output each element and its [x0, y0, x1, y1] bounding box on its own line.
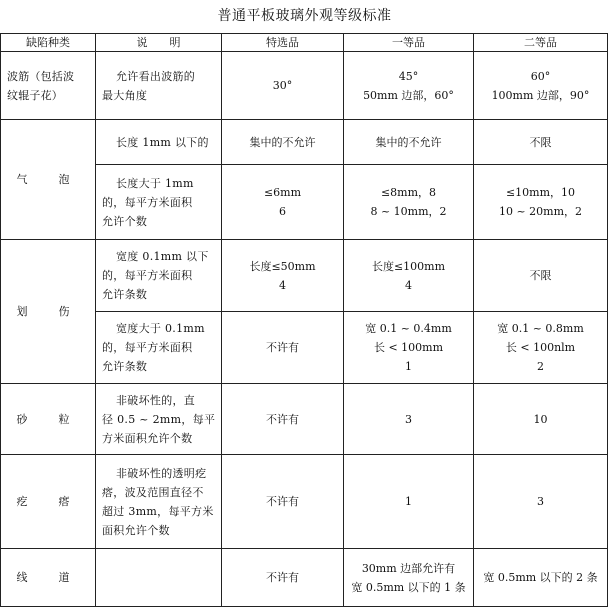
table-row — [1, 52, 608, 120]
defect-label-line: 纹辊子花） — [7, 88, 63, 102]
table-header-row — [1, 34, 608, 52]
value-line: 4 — [405, 278, 412, 292]
table-row — [1, 549, 608, 607]
value-line: 宽 0.1 ~ 0.4mm — [365, 322, 452, 335]
description-cell — [96, 384, 222, 455]
special-grade-cell — [222, 240, 344, 312]
table-row — [1, 384, 608, 455]
table-row — [1, 240, 608, 312]
description-line: 非破坏性的透明疙 — [116, 466, 207, 480]
description-line: 的，每平方米面积 — [102, 195, 193, 209]
second-grade-cell — [474, 165, 608, 240]
description-line: 的，每平方米面积 — [102, 341, 193, 354]
description-cell — [96, 52, 222, 120]
defect-wave-cell — [1, 52, 96, 120]
special-grade-cell: 不许有 — [222, 384, 344, 455]
value-line: 6 — [279, 205, 286, 218]
value-line: 100mm 边部，90° — [491, 88, 590, 102]
second-grade-cell: 3 — [474, 455, 608, 549]
value-line: ≤10mm，10 — [505, 186, 576, 199]
description-cell — [96, 455, 222, 549]
description-line: 非破坏性的，直 — [116, 393, 196, 407]
special-grade-cell — [222, 165, 344, 240]
value-line: 长度≤50mm — [249, 259, 316, 273]
special-grade-cell: 不许有 — [222, 312, 344, 384]
first-grade-cell — [344, 52, 474, 120]
value-line: 8 ~ 10mm，2 — [370, 205, 447, 218]
first-grade-cell — [344, 240, 474, 312]
value-line: 宽 0.1 ~ 0.8mm — [497, 322, 584, 335]
description-line: 长度大于 1mm — [116, 176, 194, 190]
header-second-grade: 二等品 — [474, 34, 608, 52]
description-line: 的，每平方米面积 — [102, 269, 193, 282]
description-cell — [96, 240, 222, 312]
defect-grit-cell: 砂 粒 — [1, 384, 96, 455]
second-grade-cell — [474, 312, 608, 384]
description-line: 超过 3mm，每平方米 — [102, 504, 214, 518]
value-line: 4 — [279, 278, 286, 292]
defect-lump-cell: 疙 瘩 — [1, 455, 96, 549]
description-cell: 长度 1mm 以下的 — [96, 120, 222, 165]
first-grade-cell — [344, 549, 474, 607]
description-cell — [96, 549, 222, 607]
value-line: 45° — [398, 69, 419, 83]
value-line: 宽 0.5mm 以下的 1 条 — [351, 580, 466, 594]
value-line: 1 — [405, 360, 412, 373]
description-line: 瘩，波及范围直径不 — [102, 485, 204, 499]
second-grade-cell: 不限 — [474, 240, 608, 312]
value-line: 50mm 边部，60° — [363, 88, 454, 102]
value-line: 长 < 100nlm — [505, 341, 576, 354]
description-line: 允许条数 — [102, 360, 148, 373]
table-row — [1, 455, 608, 549]
first-grade-cell — [344, 165, 474, 240]
description-line: 允许个数 — [102, 214, 148, 228]
header-first-grade: 一等品 — [344, 34, 474, 52]
description-line: 最大角度 — [102, 88, 148, 102]
first-grade-cell: 集中的不允许 — [344, 120, 474, 165]
defect-bubble-cell: 气 泡 — [1, 120, 96, 240]
defect-label-line: 波筋（包括波 — [7, 69, 75, 83]
special-grade-cell: 集中的不允许 — [222, 120, 344, 165]
header-special-grade: 特选品 — [222, 34, 344, 52]
description-cell — [96, 312, 222, 384]
value-line: 10 ~ 20mm，2 — [498, 205, 583, 218]
description-line: 方米面积允许个数 — [102, 431, 193, 445]
first-grade-cell — [344, 312, 474, 384]
description-line: 宽度 0.1mm 以下 — [116, 250, 209, 263]
second-grade-cell — [474, 52, 608, 120]
special-grade-cell: 不许有 — [222, 455, 344, 549]
second-grade-cell: 10 — [474, 384, 608, 455]
value-line: 30mm 边部允许有 — [361, 561, 456, 575]
description-cell — [96, 165, 222, 240]
header-description: 说 明 — [96, 34, 222, 52]
value-line: ≤8mm，8 — [380, 186, 437, 199]
description-line: 径 0.5 ~ 2mm，每平 — [102, 412, 216, 426]
second-grade-cell: 不限 — [474, 120, 608, 165]
second-grade-cell: 宽 0.5mm 以下的 2 条 — [474, 549, 608, 607]
first-grade-cell: 1 — [344, 455, 474, 549]
value-line: 2 — [537, 360, 544, 373]
value-line: 60° — [530, 69, 551, 83]
defect-scratch-cell: 划 伤 — [1, 240, 96, 384]
description-line: 允许条数 — [102, 288, 148, 301]
value-line: 长 < 100mm — [373, 341, 444, 354]
special-grade-cell: 30° — [222, 52, 344, 120]
glass-standard-table — [0, 33, 608, 607]
table-row — [1, 120, 608, 165]
page-title: 普通平板玻璃外观等级标准 — [217, 8, 392, 24]
special-grade-cell: 不许有 — [222, 549, 344, 607]
description-line: 面积允许个数 — [102, 523, 170, 537]
header-defect-type: 缺陷种类 — [1, 34, 96, 52]
value-line: 长度≤100mm — [371, 259, 446, 273]
description-line: 允许看出波筋的 — [116, 69, 196, 83]
first-grade-cell: 3 — [344, 384, 474, 455]
defect-line-cell: 线 道 — [1, 549, 96, 607]
description-line: 宽度大于 0.1mm — [116, 322, 205, 335]
value-line: ≤6mm — [263, 186, 302, 199]
